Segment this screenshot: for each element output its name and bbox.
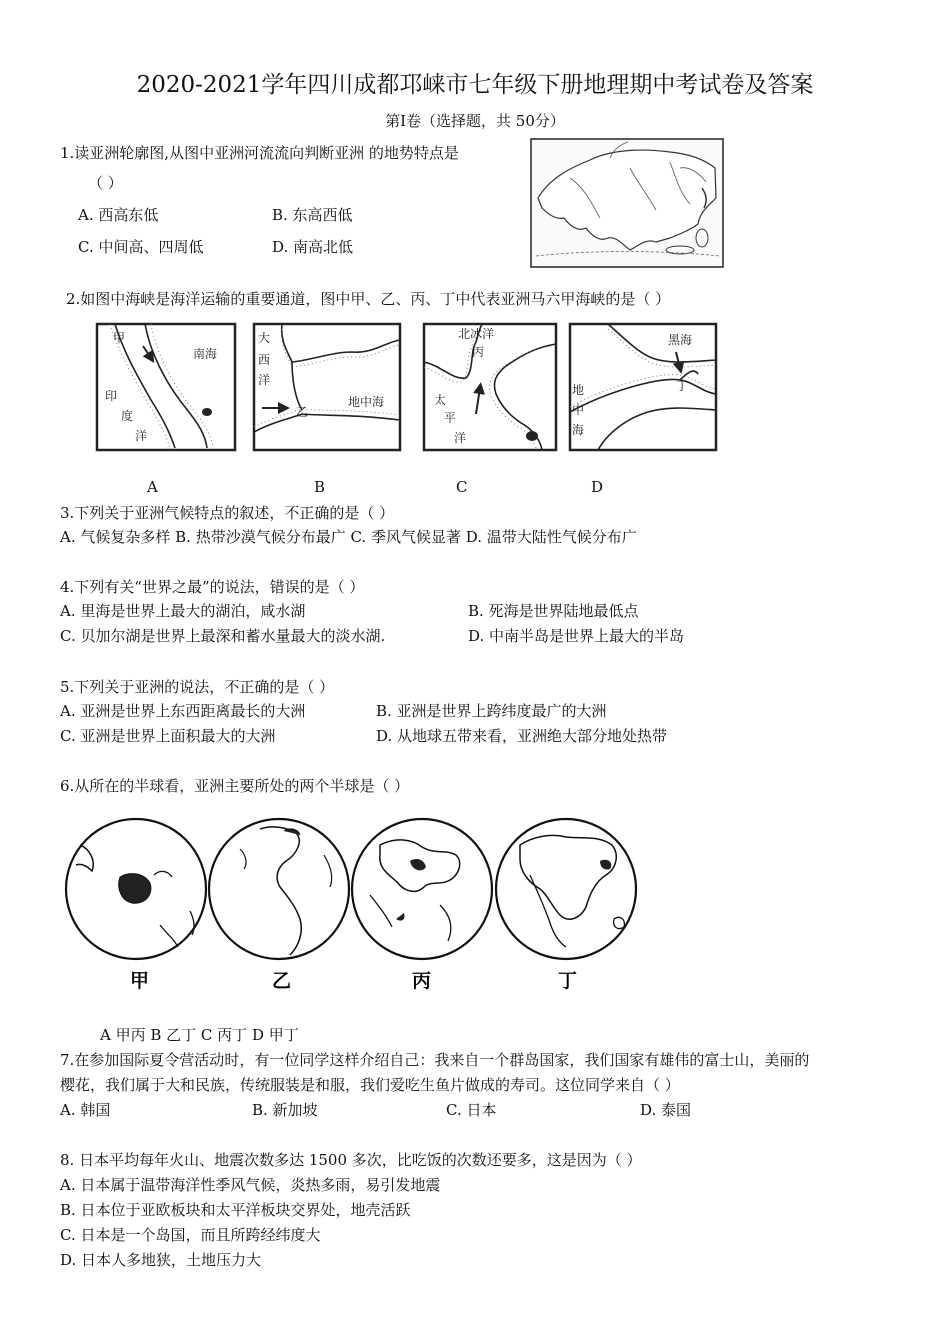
map-a-label-yin: 印 — [105, 389, 118, 403]
asia-outline-map — [530, 138, 724, 268]
q4-option-a: A. 里海是世界上最大的湖泊，咸水湖 — [60, 602, 306, 620]
globe-ding — [496, 819, 636, 959]
hemisphere-globes — [60, 815, 660, 1005]
q7-option-b: B. 新加坡 — [252, 1101, 318, 1119]
map-b-label-dizhonghai: 地中海 — [348, 395, 385, 409]
map-a-label-yang: 洋 — [135, 429, 148, 443]
map-c-label-tai: 太 — [434, 393, 447, 407]
q1-stem: 1.读亚洲轮廓图,从图中亚洲河流流向判断亚洲 的地势特点是 — [60, 144, 459, 162]
q8-option-d: D. 日本人多地狭，土地压力大 — [60, 1251, 262, 1269]
q7-option-c: C. 日本 — [446, 1101, 497, 1119]
strait-map-c — [422, 322, 558, 452]
q7-stem-line2: 樱花，我们属于大和民族，传统服装是和服，我们爱吃生鱼片做成的寿司。这位同学来自（ ） — [60, 1076, 680, 1094]
q2-stem: 2.如图中海峡是海洋运输的重要通道，图中甲、乙、丙、丁中代表亚洲马六甲海峡的是（ ） — [66, 290, 671, 308]
map-c-label-beibingyang: 北冰洋 — [458, 327, 495, 341]
globe-bing — [352, 819, 492, 959]
q4-option-d: D. 中南半岛是世界上最大的半岛 — [468, 627, 685, 645]
q2-label-b: B — [314, 478, 326, 496]
map-a-label-jia: 甲 — [113, 331, 126, 345]
strait-map-a — [95, 322, 237, 452]
map-c-label-bing: 丙 — [472, 345, 485, 359]
globe-label-yi: 乙 — [272, 970, 292, 992]
q1-option-b: B. 东高西低 — [272, 206, 353, 224]
map-b-label-xi: 西 — [258, 353, 271, 367]
map-a-label-nanhai: 南海 — [193, 347, 218, 361]
q3-options: A. 气候复杂多样 B. 热带沙漠气候分布最广 C. 季风气候显著 D. 温带大陆性气候分布广 — [60, 528, 637, 546]
q8-option-a: A. 日本属于温带海洋性季风气候，炎热多雨，易引发地震 — [60, 1176, 441, 1194]
q7-option-d: D. 泰国 — [640, 1101, 692, 1119]
map-d-label-di: 地 — [572, 383, 585, 397]
map-b-label-yang: 洋 — [258, 373, 271, 387]
map-a-label-du: 度 — [121, 409, 134, 423]
map-c-label-yang: 洋 — [454, 431, 467, 445]
q5-stem: 5.下列关于亚洲的说法，不正确的是（ ） — [60, 678, 335, 696]
q1-answer-blank: （ ） — [88, 174, 123, 192]
globe-label-jia: 甲 — [130, 970, 150, 992]
q2-label-c: C — [456, 478, 468, 496]
q5-option-d: D. 从地球五带来看，亚洲绝大部分地处热带 — [376, 727, 668, 745]
q4-stem: 4.下列有关“世界之最”的说法，错误的是（ ） — [60, 578, 365, 596]
strait-map-b — [252, 322, 402, 452]
q4-option-b: B. 死海是世界陆地最低点 — [468, 602, 639, 620]
page-title: 2020-2021学年四川成都邛崃市七年级下册地理期中考试卷及答案 — [136, 72, 814, 98]
map-d-label-heihai: 黑海 — [668, 333, 693, 347]
map-d-label-hai: 海 — [572, 423, 585, 437]
q8-option-b: B. 日本位于亚欧板块和太平洋板块交界处，地壳活跃 — [60, 1201, 411, 1219]
q5-option-a: A. 亚洲是世界上东西距离最长的大洲 — [60, 702, 306, 720]
q2-label-a: A — [147, 478, 158, 496]
q8-option-c: C. 日本是一个岛国，而且所跨经纬度大 — [60, 1226, 321, 1244]
map-d-label-ding: 丁 — [676, 379, 689, 393]
q7-option-a: A. 韩国 — [60, 1101, 111, 1119]
q4-option-c: C. 贝加尔湖是世界上最深和蓄水量最大的淡水湖. — [60, 627, 386, 645]
strait-map-d — [568, 322, 718, 452]
q7-stem-line1: 7.在参加国际夏令营活动时，有一位同学这样介绍自己：我来自一个群岛国家，我们国家有雄伟的富士山，美丽的 — [60, 1051, 810, 1069]
section-heading: 第Ⅰ卷（选择题，共 50分） — [385, 112, 565, 130]
q8-stem: 8. 日本平均每年火山、地震次数多达 1500 多次，比吃饭的次数还要多，这是因为（ ） — [60, 1151, 642, 1169]
q5-option-b: B. 亚洲是世界上跨纬度最广的大洲 — [376, 702, 607, 720]
q1-option-d: D. 南高北低 — [272, 238, 354, 256]
globe-yi — [209, 819, 349, 959]
map-d-label-zhong: 中 — [572, 403, 585, 417]
map-c-label-ping: 平 — [444, 411, 457, 425]
q6-stem: 6.从所在的半球看，亚洲主要所处的两个半球是（ ） — [60, 777, 410, 795]
q2-label-d: D — [591, 478, 604, 496]
q5-option-c: C. 亚洲是世界上面积最大的大洲 — [60, 727, 276, 745]
globe-jia — [66, 819, 206, 959]
q1-option-a: A. 西高东低 — [78, 206, 159, 224]
globe-label-ding: 丁 — [558, 970, 578, 992]
map-b-label-yi: 乙 — [296, 405, 309, 419]
globe-label-bing: 丙 — [412, 970, 432, 992]
map-b-label-da: 大 — [258, 331, 271, 345]
q1-option-c: C. 中间高、四周低 — [78, 238, 204, 256]
q3-stem: 3.下列关于亚洲气候特点的叙述，不正确的是（ ） — [60, 504, 395, 522]
q6-options: A 甲丙 B 乙丁 C 丙丁 D 甲丁 — [100, 1026, 299, 1044]
